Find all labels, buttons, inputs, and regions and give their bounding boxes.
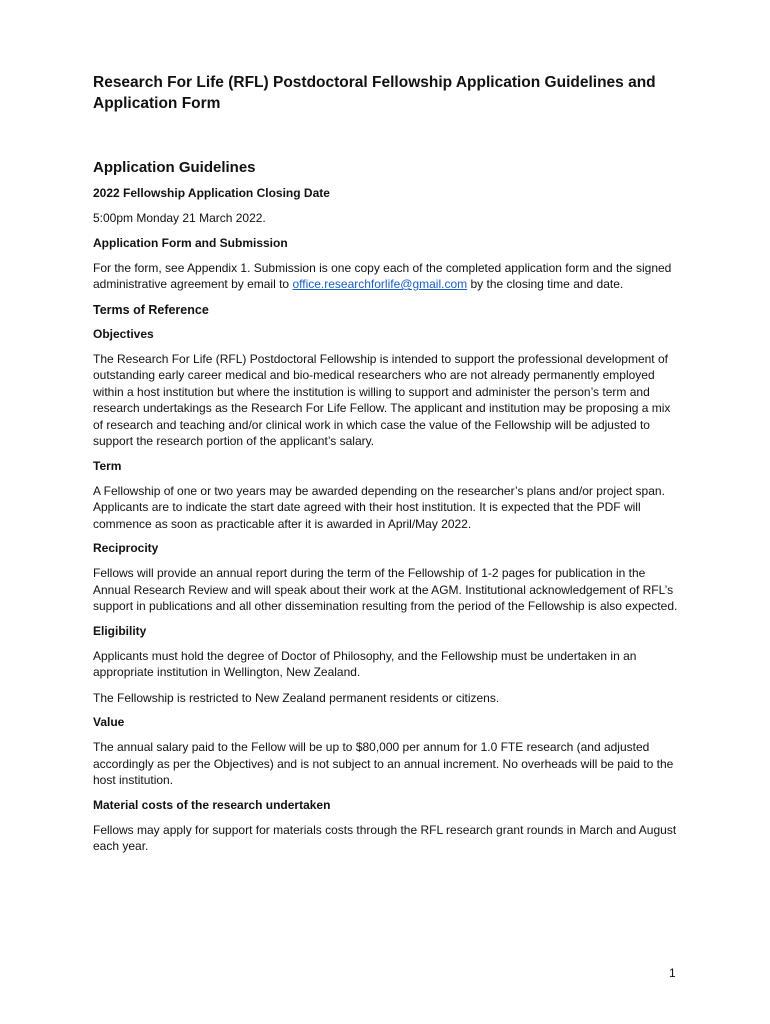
- terms-of-reference-heading: Terms of Reference: [93, 302, 209, 317]
- section-heading-application-guidelines: Application Guidelines: [93, 159, 256, 176]
- term-heading: Term: [93, 458, 122, 473]
- document-title: Research For Life (RFL) Postdoctoral Fellowship Application Guidelines and Application Form: [93, 74, 656, 112]
- value-heading: Value: [93, 715, 125, 729]
- email-link[interactable]: office.researchforlife@gmail.com: [292, 277, 468, 291]
- objectives-text: The Research For Life (RFL) Postdoctoral Fellowship is intended to support the professional development of outstanding early career medical and bio-medical researchers who are not already permanently employed within a host institution but where the institution is willing to support and administer the person’s term and research undertakings as the Research For Life Fellow. The applicant and institution may be proposing a mix of research and teaching and/or clinical work in which case the value of the Fellowship will be adjusted to support the research portion of the applicant’s salary.: [93, 351, 671, 448]
- form-submission-text: [93, 260, 678, 293]
- closing-date-text: 5:00pm Monday 21 March 2022.: [93, 211, 266, 225]
- form-submission-heading: Application Form and Submission: [93, 235, 288, 250]
- eligibility-text-2: The Fellowship is restricted to New Zealand permanent residents or citizens.: [93, 690, 500, 705]
- page-number: 1: [669, 966, 676, 980]
- closing-date-heading: 2022 Fellowship Application Closing Date: [93, 186, 330, 200]
- eligibility-text-1: Applicants must hold the degree of Doctor of Philosophy, and the Fellowship must be undertaken in an appropriate institution in Wellington, New Zealand.: [93, 648, 637, 679]
- material-costs-text: Fellows may apply for support for materials costs through the RFL research grant rounds in March and August each year.: [93, 822, 677, 853]
- value-text: The annual salary paid to the Fellow will be up to $80,000 per annum for 1.0 FTE research (and adjusted accordingly as per the Objectives) and is not subject to an annual increment. No overheads will be paid to the host institution.: [93, 740, 674, 787]
- reciprocity-text: Fellows will provide an annual report during the term of the Fellowship of 1-2 pages for publication in the Annual Research Review and will speak about their work at the AGM. Institutional acknowledgement of RFL’s support in publications and all other dissemination resulting from the period of the Fellowship is also expected.: [93, 566, 678, 613]
- document-page: [93, 72, 678, 855]
- reciprocity-heading: Reciprocity: [93, 541, 159, 555]
- term-text: A Fellowship of one or two years may be awarded depending on the researcher’s plans and/or project span. Applicants are to indicate the start date agreed with their host institution. It is expected that the PDF will commence as soon as practicable after it is awarded in April/May 2022.: [93, 483, 665, 531]
- objectives-heading: Objectives: [93, 326, 154, 341]
- eligibility-heading: Eligibility: [93, 623, 147, 638]
- form-text-after: by the closing time and date.: [467, 277, 624, 291]
- material-costs-heading: Material costs of the research undertaken: [93, 797, 331, 812]
- form-text-before: For the form, see Appendix 1. Submission is one copy each of the completed application form and the signed administrative agreement by email to: [93, 260, 672, 291]
